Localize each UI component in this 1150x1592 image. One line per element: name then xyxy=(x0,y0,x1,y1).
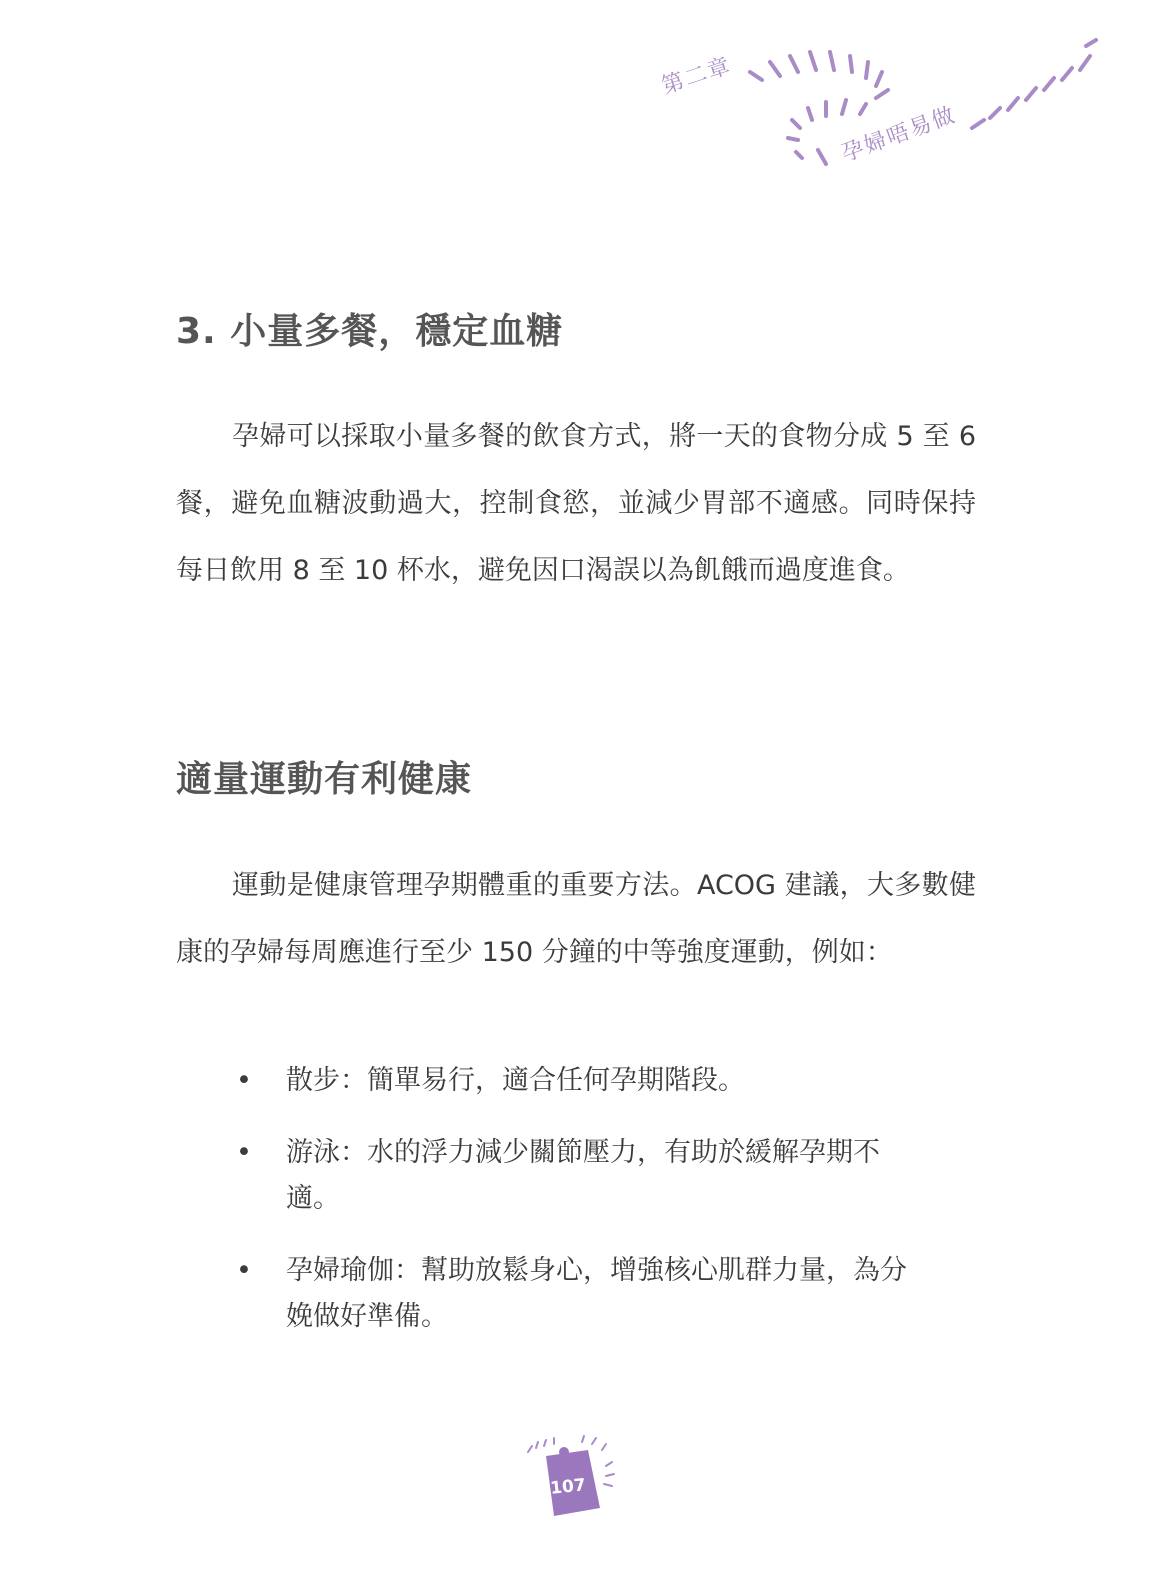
list-item xyxy=(232,1130,932,1222)
bullet-icon: • xyxy=(236,1137,252,1168)
page-number: 107 xyxy=(549,1475,587,1499)
page-number-tag xyxy=(518,1432,628,1532)
paragraph-meals: 孕婦可以採取小量多餐的飲食方式，將一天的食物分成 5 至 6 餐，避免血糖波動過大，控制食慾，並減少胃部不適感。同時保持每日飲用 8 至 10 杯水，避免因口渴誤以為飢餓而過度進食。 xyxy=(176,421,976,586)
list-item-text: 游泳：水的浮力減少關節壓力，有助於緩解孕期不適。 xyxy=(286,1137,880,1214)
chapter-label: 第二章 xyxy=(658,53,735,100)
list-item-text: 散步：簡單易行，適合任何孕期階段。 xyxy=(286,1065,745,1096)
list-item xyxy=(232,1248,932,1340)
list-item xyxy=(232,1058,932,1104)
list-item-text: 孕婦瑜伽：幫助放鬆身心，增強核心肌群力量，為分娩做好準備。 xyxy=(286,1255,907,1332)
bullet-icon: • xyxy=(236,1255,252,1286)
chapter-subject: 孕婦唔易做 xyxy=(838,102,960,168)
exercise-list xyxy=(232,1058,932,1366)
bullet-icon: • xyxy=(236,1065,252,1096)
section-heading-meals: 3. 小量多餐，穩定血糖 xyxy=(176,311,564,352)
header-decoration xyxy=(0,0,1150,200)
paragraph-exercise: 運動是健康管理孕期體重的重要方法。ACOG 建議，大多數健康的孕婦每周應進行至少 150 分鐘的中等強度運動，例如： xyxy=(176,870,976,968)
section-heading-exercise: 適量運動有利健康 xyxy=(176,759,473,800)
